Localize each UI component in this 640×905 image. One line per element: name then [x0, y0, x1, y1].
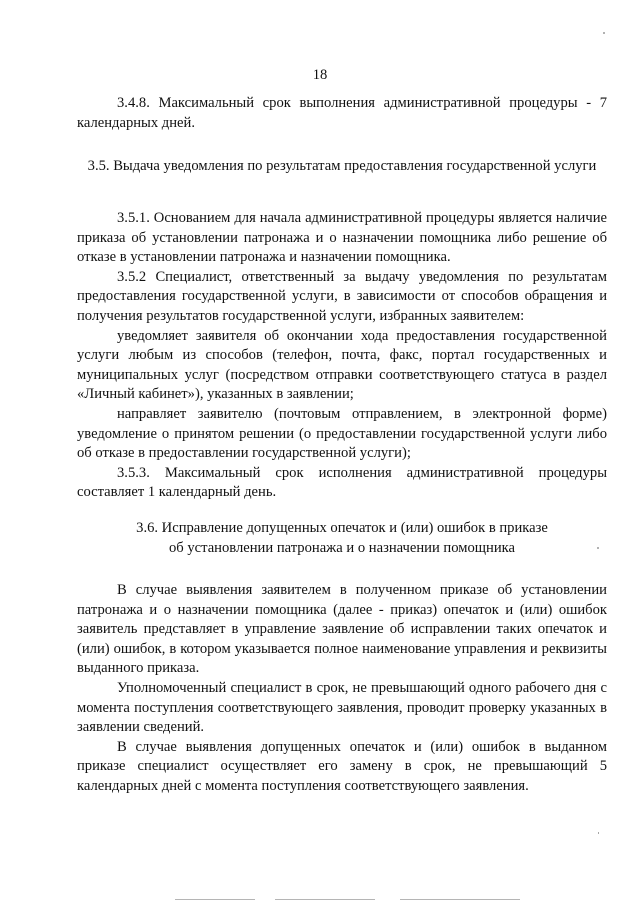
section-3-5-body [77, 209, 607, 503]
scan-speck [598, 832, 599, 834]
section-3-5-heading-block [77, 157, 607, 177]
paragraph-3-5-2: 3.5.2 Специалист, ответственный за выдачу уведомления по результатам предоставления государственной услуги, в зависимости от способов обращения и получения результатов государственной услуги, избранных заявителем: [77, 268, 607, 324]
paragraph-3-5-2-notify: уведомляет заявителя об окончании хода предоставления государственной услуги любым из способов (телефон, почта, факс, портал государственных и муниципальных услуг (посредством отправки соответствующего статуса в раздел «Личный кабинет»), указанных в заявлении; [77, 327, 607, 403]
section-3-6-heading-block [77, 519, 607, 558]
paragraph-3-5-2-send: направляет заявителю (почтовым отправлением, в электронной форме) уведомление о принятом решении (о предоставлении государственной услуги либо об отказе в предоставлении государственной услуги); [77, 405, 607, 462]
footer-scan-edge [175, 899, 255, 900]
clause-3-4-8 [77, 94, 607, 133]
section-3-6-body [77, 581, 607, 797]
paragraph-3-4-8: 3.4.8. Максимальный срок выполнения административной процедуры - 7 календарных дней. [77, 95, 607, 131]
paragraph-3-6-3: В случае выявления допущенных опечаток и (или) ошибок в выданном приказе специалист осуществляет его замену в срок, не превышающий 5 календарных дней с момента поступления соответствующего заявления. [77, 738, 607, 794]
scan-speck [597, 547, 599, 549]
scan-speck [603, 32, 605, 34]
paragraph-3-6-2: Уполномоченный специалист в срок, не превышающий одного рабочего дня с момента поступления соответствующего заявления, проводит проверку указанных в заявлении сведений. [77, 679, 607, 736]
page-number: 18 [312, 67, 328, 83]
paragraph-3-5-3: 3.5.3. Максимальный срок исполнения административной процедуры составляет 1 календарный день. [77, 464, 607, 501]
section-3-6-title: 3.6. Исправление допущенных опечаток и (или) ошибок в приказе об установлении патронажа и о назначении помощника [136, 520, 548, 556]
paragraph-3-5-1: 3.5.1. Основанием для начала административной процедуры является наличие приказа об установлении патронажа и о назначении помощника либо решение об отказе в установлении патронажа и назначении помощника. [77, 210, 607, 266]
footer-scan-edge [275, 899, 375, 900]
section-3-5-title: 3.5. Выдача уведомления по результатам предоставления государственной услуги [87, 158, 597, 174]
footer-scan-edge [400, 899, 520, 900]
paragraph-3-6-1: В случае выявления заявителем в полученном приказе об установлении патронажа и о назначении помощника (далее - приказ) опечаток и (или) ошибок заявитель представляет в управление заявление об исправлении таких опечаток и (или) ошибок, в котором указывается полное наименование управления и реквизиты выданного приказа. [77, 582, 607, 677]
